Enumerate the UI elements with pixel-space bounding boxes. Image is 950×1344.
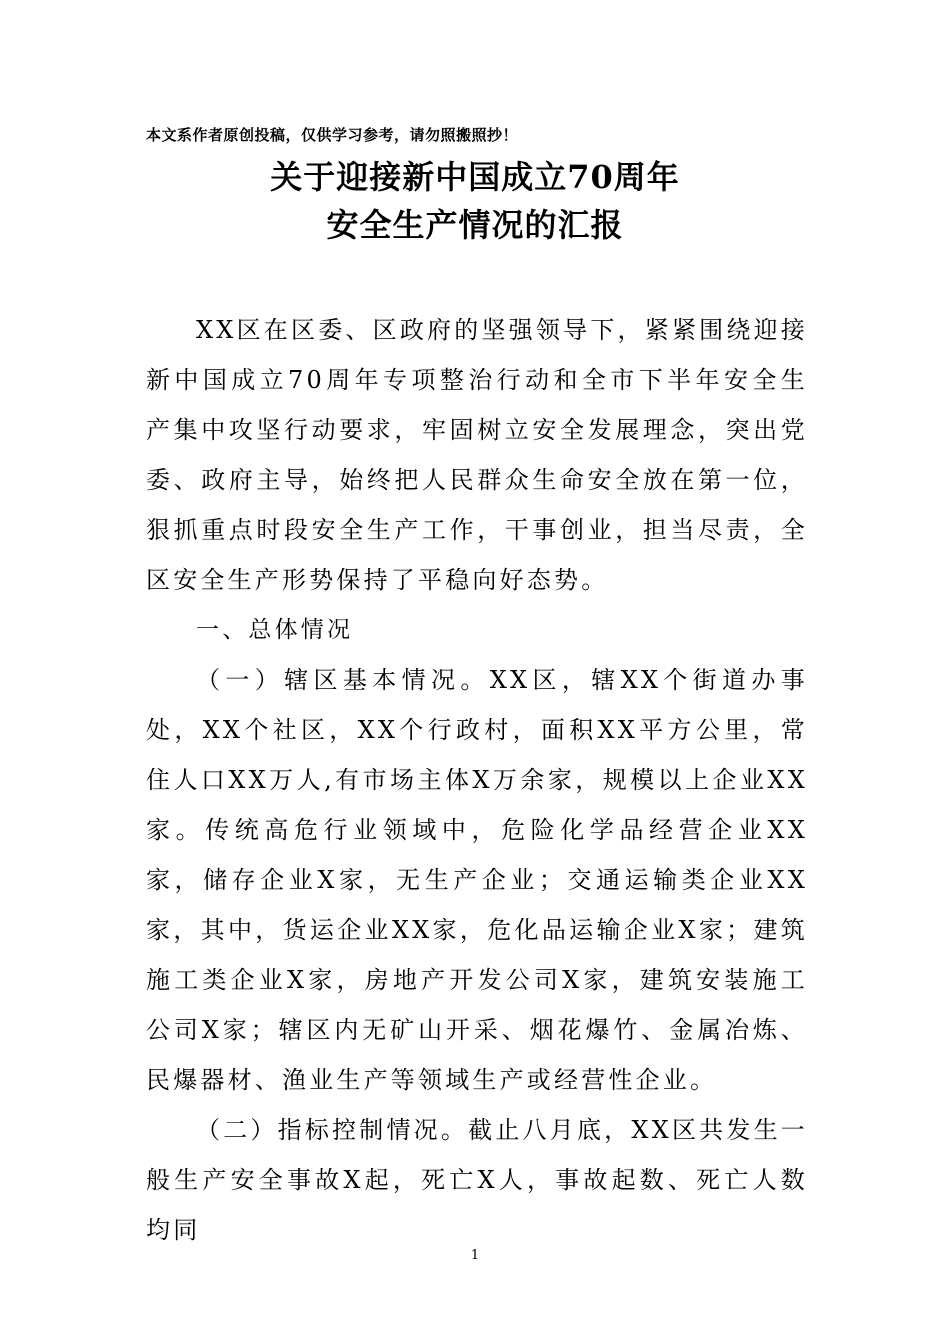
intro-paragraph: XX区在区委、区政府的坚强领导下，紧紧围绕迎接新中国成立70周年专项整治行动和全市下半年安全生产集中攻坚行动要求，牢固树立安全发展理念，突出党委、政府主导，始终把人民群众生命安全放在第一位，狠抓重点时段安全生产工作，干事创业，担当尽责，全区安全生产形势保持了平稳向好态势。 (146, 316, 808, 594)
document-title-line-1: 关于迎接新中国成立70周年 (270, 158, 680, 196)
section-heading-overall: 一、总体情况 (196, 617, 354, 643)
document-title-line-2: 安全生产情况的汇报 (326, 206, 624, 244)
page-number: 1 (470, 1248, 480, 1263)
paragraph-basic-situation: （一）辖区基本情况。XX区，辖XX个街道办事处，XX个社区，XX个行政村，面积XX平方公里，常住人口XX万人,有市场主体X万余家，规模以上企业XX家。传统高危行业领域中，危险化学品经营企业XX家，储存企业X家，无生产企业；交通运输类企业XX家，其中，货运企业XX家，危化品运输企业X家；建筑施工类企业X家，房地产开发公司X家，建筑安装施工公司X家；辖区内无矿山开采、烟花爆竹、金属冶炼、民爆器材、渔业生产等领域生产或经营性企业。 (146, 666, 808, 1094)
copyright-notice: 本文系作者原创投稿，仅供学习参考，请勿照搬照抄！ (146, 126, 519, 144)
paragraph-indicator-control: （二）指标控制情况。截止八月底，XX区共发生一般生产安全事故X起，死亡X人，事故起数、死亡人数均同 (146, 1116, 808, 1244)
document-body (146, 305, 808, 1255)
